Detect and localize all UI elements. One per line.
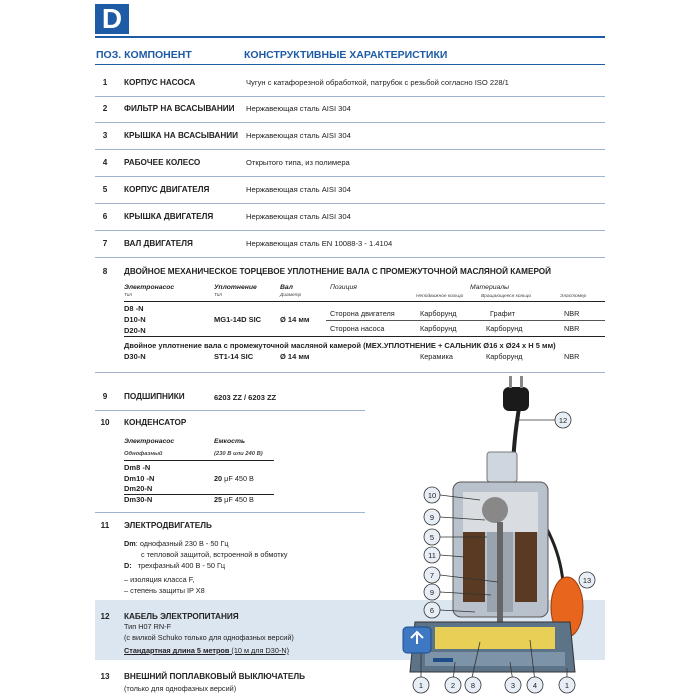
seal-position: Сторона насоса	[330, 324, 385, 333]
row-value: Нержавеющая сталь AISI 304	[246, 212, 351, 221]
motor-d-label: D:	[124, 561, 132, 570]
callout-11	[424, 547, 440, 563]
capacitor-model: Dm30-N	[124, 495, 153, 504]
row-number: 8	[102, 267, 108, 276]
row-divider	[95, 410, 365, 411]
row-component: КОРПУС НАСОСА	[124, 78, 196, 87]
row-number: 7	[102, 239, 108, 248]
seal-model: D8 -N	[124, 304, 144, 313]
row-value: Нержавеющая сталь EN 10088-3 - 1.4104	[246, 239, 393, 248]
seal-position: Сторона двигателя	[330, 309, 395, 318]
capacitor-table-line	[124, 460, 274, 461]
capacitor-value	[214, 474, 254, 483]
callout-8	[465, 677, 481, 693]
motor-name: ЭЛЕКТРОДВИГАТЕЛЬ	[124, 521, 212, 530]
seal-fixed-ring: Карборунд	[420, 324, 457, 333]
cable-name: КАБЕЛЬ ЭЛЕКТРОПИТАНИЯ	[124, 612, 239, 621]
seal-alt-title-a: Двойное уплотнение вала с промежуточной масляной камерой	[124, 341, 364, 350]
svg-text:8: 8	[470, 681, 476, 690]
row-number: 6	[102, 212, 108, 221]
callout-13	[579, 572, 595, 588]
plug-pin	[520, 376, 523, 388]
row-number: 13	[100, 672, 110, 681]
seal-alt-elastomer: NBR	[564, 352, 580, 361]
motor-thermal-protection: с тепловой защитой, встроенной в обмотку	[141, 550, 288, 559]
bearing-ball	[482, 497, 508, 523]
capacitor-sub-capacity: (230 В или 240 В)	[214, 451, 263, 457]
svg-text:4: 4	[532, 681, 538, 690]
seal-col-shaft-sub: Диаметр	[280, 293, 302, 298]
capacitor-model: Dm20-N	[124, 484, 153, 493]
svg-text:13: 13	[582, 576, 592, 585]
row-divider	[95, 512, 365, 513]
row-component: КОРПУС ДВИГАТЕЛЯ	[124, 185, 210, 194]
row-divider	[95, 149, 605, 150]
row-value: Чугун с катафорезной обработкой, патрубок с резьбой согласно ISO 228/1	[246, 78, 509, 87]
row-component: ФИЛЬТР НА ВСАСЫВАНИИ	[124, 104, 235, 113]
bearings-name: ПОДШИПНИКИ	[124, 392, 185, 401]
seal-col-pump-sub: Тип	[124, 293, 133, 298]
motor-dm-text: : однофазный 230 В - 50 Гц	[135, 539, 229, 548]
schuko-plug	[503, 387, 529, 411]
row-value: Нержавеющая сталь AISI 304	[246, 185, 351, 194]
cable-note: (с вилкой Schuko только для однофазных версий)	[124, 633, 294, 642]
bearings-value: 6203 ZZ / 6203 ZZ	[214, 393, 277, 402]
capacitor-value	[214, 495, 254, 504]
seal-title: ДВОЙНОЕ МЕХАНИЧЕСКОЕ ТОРЦЕВОЕ УПЛОТНЕНИЕ ВАЛА С ПРОМЕЖУТОЧНОЙ МАСЛЯНОЙ КАМЕРОЙ	[124, 267, 552, 276]
row-number: 1	[102, 78, 108, 87]
svg-text:5: 5	[429, 533, 435, 542]
seal-col-shaft: Вал	[280, 284, 293, 291]
cable-std-b: (10 м для D30-N)	[231, 646, 290, 655]
row-divider	[95, 122, 605, 123]
callout-9b	[424, 584, 440, 600]
row-component: КРЫШКА ДВИГАТЕЛЯ	[124, 212, 214, 221]
row-number: 3	[102, 131, 108, 140]
callout-1	[413, 677, 429, 693]
svg-text:7: 7	[429, 571, 435, 580]
cable-std-a: Стандартная длина 5 метров	[124, 646, 232, 655]
row-number: 5	[102, 185, 108, 194]
header-characteristics: КОНСТРУКТИВНЫЕ ХАРАКТЕРИСТИКИ	[244, 49, 448, 61]
callout-1b	[559, 677, 575, 693]
float-name: ВНЕШНИЙ ПОПЛАВКОВЫЙ ВЫКЛЮЧАТЕЛЬ	[124, 672, 305, 681]
row-component: ВАЛ ДВИГАТЕЛЯ	[124, 239, 193, 248]
row-divider	[95, 96, 605, 97]
motor-three-phase	[124, 561, 225, 570]
seal-alt-title-b: (МЕХ.УПЛОТНЕНИЕ + САЛЬНИК Ø16 x Ø24 x H 5 мм)	[363, 341, 556, 350]
row-component: КРЫШКА НА ВСАСЫВАНИИ	[124, 131, 239, 140]
svg-text:1: 1	[564, 681, 570, 690]
seal-alt-shaft: Ø 14 мм	[280, 352, 310, 361]
svg-text:9: 9	[429, 513, 435, 522]
callout-9	[424, 509, 440, 525]
pump-diagram	[395, 372, 605, 697]
seal-rotating-ring: Графит	[490, 309, 516, 318]
seal-model: D10-N	[124, 315, 146, 324]
seal-col-materials: Материалы	[470, 284, 510, 291]
seal-sub-elastomer: Эластомер	[560, 294, 587, 299]
row-divider	[95, 257, 605, 258]
seal-col-seal: Уплотнение	[214, 284, 257, 291]
svg-text:1: 1	[418, 681, 424, 690]
capacitor-value-unit: μF 450 В	[222, 474, 254, 483]
row-value: Нержавеющая сталь AISI 304	[246, 104, 351, 113]
capacitor-col-pump: Электронасос	[124, 438, 175, 445]
motor-protection: – степень защиты IP X8	[124, 586, 205, 595]
motor-single-phase	[124, 539, 229, 548]
float-note: (только для однофазных версий)	[124, 684, 237, 693]
seal-elastomer: NBR	[564, 324, 580, 333]
callout-2	[445, 677, 461, 693]
seal-alt-title	[124, 341, 556, 350]
svg-text:2: 2	[450, 681, 456, 690]
seal-col-position: Позиция	[330, 284, 357, 291]
callout-6	[424, 602, 440, 618]
impeller	[435, 627, 555, 649]
seal-rotating-ring: Карборунд	[486, 324, 523, 333]
motor-dm-label: Dm	[124, 539, 136, 548]
seal-inner-line	[326, 320, 605, 321]
seal-table-line	[124, 336, 605, 337]
capacitor-model: Dm10 -N	[124, 474, 155, 483]
row-divider	[95, 203, 605, 204]
motor-d-text: трехфазный 400 В - 50 Гц	[137, 561, 226, 570]
capacitor-value-unit: μF 450 В	[222, 495, 254, 504]
seal-col-pump: Электронасос	[124, 284, 175, 291]
seal-fixed-ring: Карборунд	[420, 309, 457, 318]
plug-pin	[509, 376, 512, 388]
motor-winding	[515, 532, 537, 602]
svg-text:12: 12	[558, 416, 568, 425]
callout-4	[527, 677, 543, 693]
capacitor-value-num: 20	[214, 474, 223, 483]
capacitor-name: КОНДЕНСАТОР	[124, 418, 187, 427]
capacitor-value-num: 25	[214, 495, 223, 504]
row-number: 10	[100, 418, 110, 427]
capacitor-model: Dm8 -N	[124, 463, 151, 472]
motor-shaft	[497, 522, 503, 632]
svg-text:3: 3	[510, 681, 516, 690]
seal-elastomer: NBR	[564, 309, 580, 318]
callout-10	[424, 487, 440, 503]
cable-type: Тип H07 RN-F	[124, 622, 172, 631]
capacitor-sub-pump: Однофазный	[124, 451, 163, 457]
seal-alt-model: D30-N	[124, 352, 146, 361]
row-number: 9	[102, 392, 108, 401]
cable-standard-length	[124, 646, 289, 655]
header-position-component: ПОЗ. КОМПОНЕНТ	[96, 49, 192, 61]
seal-col-seal-sub: Тип	[214, 293, 223, 298]
seal-alt-type: ST1-14 SIC	[214, 352, 254, 361]
seal-sub-rotating-ring: Вращающееся кольцо	[481, 294, 532, 299]
row-component: РАБОЧЕЕ КОЛЕСО	[124, 158, 201, 167]
seal-table-line	[124, 301, 605, 302]
row-number: 11	[100, 521, 110, 530]
row-divider	[95, 176, 605, 177]
motor-winding	[463, 532, 485, 602]
seal-shaft: Ø 14 мм	[280, 315, 310, 324]
seal-alt-fixed-ring: Керамика	[420, 352, 453, 361]
callout-12	[555, 412, 571, 428]
row-divider	[95, 230, 605, 231]
top-divider	[95, 36, 605, 38]
callout-7	[424, 567, 440, 583]
svg-text:9: 9	[429, 588, 435, 597]
row-number: 2	[102, 104, 108, 113]
row-number: 4	[102, 158, 108, 167]
capacitor-col-capacity: Емкость	[214, 438, 246, 445]
svg-text:11: 11	[428, 551, 436, 560]
motor-insulation: – изоляция класса F,	[124, 575, 195, 584]
section-letter: D	[95, 4, 129, 34]
svg-text:10: 10	[427, 491, 437, 500]
callout-3	[505, 677, 521, 693]
pump-handle	[487, 452, 517, 482]
row-value: Открытого типа, из полимера	[246, 158, 350, 167]
seal-alt-rotating-ring: Карборунд	[486, 352, 523, 361]
seal-model: D20-N	[124, 326, 146, 335]
seal-type: MG1-14D SIC	[214, 315, 262, 324]
seal-sub-fixed-ring: Неподвижное кольцо	[416, 294, 464, 299]
row-number: 12	[100, 612, 110, 621]
header-divider	[95, 64, 605, 65]
row-value: Нержавеющая сталь AISI 304	[246, 131, 351, 140]
callout-5	[424, 529, 440, 545]
svg-text:6: 6	[429, 606, 435, 615]
